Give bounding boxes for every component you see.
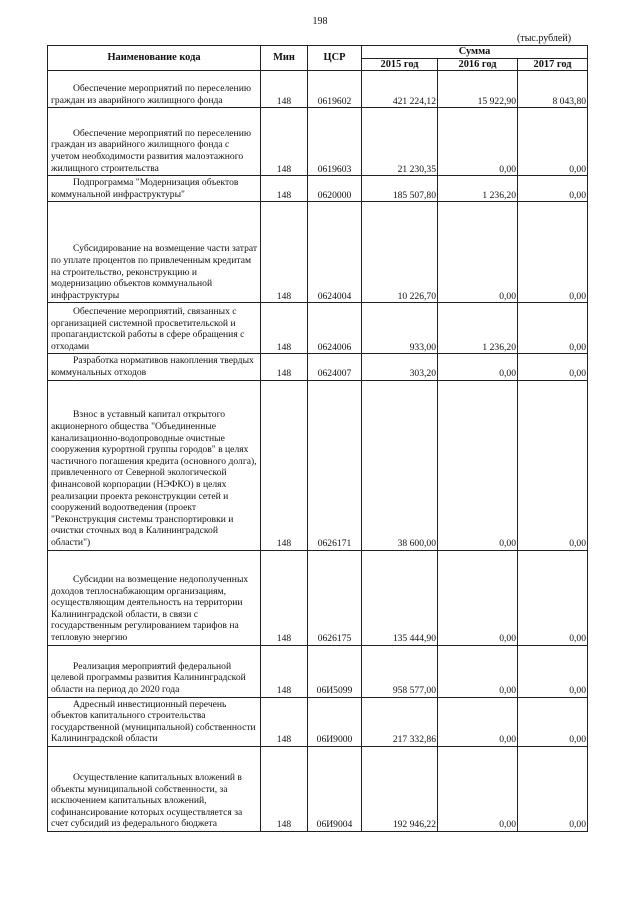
- header-csr: ЦСР: [308, 46, 362, 71]
- row-sum-2015: 192 946,22: [362, 746, 438, 831]
- row-name: Подпрограмма "Модернизация объектов коммунальной инфраструктуры": [48, 176, 261, 202]
- row-csr: 0624007: [308, 354, 362, 380]
- row-sum-2017: 0,00: [518, 697, 588, 746]
- table-row: [48, 71, 588, 108]
- table-row: [48, 354, 588, 380]
- row-sum-2016: 0,00: [438, 354, 518, 380]
- row-min: 148: [261, 697, 308, 746]
- row-sum-2015: 217 332,86: [362, 697, 438, 746]
- table-row: [48, 202, 588, 303]
- row-csr: 06И5099: [308, 645, 362, 697]
- table-row: [48, 176, 588, 202]
- row-name: Субсидирование на возмещение части затрат по уплате процентов по привлеченным кредитам на строительство, реконструкцию и модернизацию объектов коммунальной инфраструктуры: [48, 202, 261, 303]
- row-name: Взнос в уставный капитал открытого акционерного общества "Объединенные канализационно-водопроводные очистные сооружения курортной группы городов" в целях частичного погашения кредита (основного долга), привлеченного от Северной экологической финансовой корпорации (НЭФКО) в целях реализации проекта реконструкции сетей и сооружений водоотведения (проект "Реконструкция системы транспортировки и очистки сточных вод в Калининградской области"): [48, 380, 261, 550]
- row-sum-2016: 1 236,20: [438, 303, 518, 354]
- row-min: 148: [261, 71, 308, 108]
- header-name: Наименование кода: [48, 46, 261, 71]
- row-csr: 0626171: [308, 380, 362, 550]
- row-sum-2016: 0,00: [438, 202, 518, 303]
- header-sum: Сумма: [362, 46, 588, 59]
- row-sum-2016: 15 922,90: [438, 71, 518, 108]
- row-name: Субсидии на возмещение недополученных доходов теплоснабжающим организациям, осуществляющим деятельность на территории Калининградской области, в связи с государственным регулированием тарифов на тепловую энергию: [48, 550, 261, 645]
- table-row: [48, 380, 588, 550]
- row-min: 148: [261, 380, 308, 550]
- table-body: [48, 71, 588, 832]
- row-sum-2016: 0,00: [438, 380, 518, 550]
- row-csr: 0619602: [308, 71, 362, 108]
- row-sum-2017: 8 043,80: [518, 71, 588, 108]
- row-csr: 0620000: [308, 176, 362, 202]
- unit-label: (тыс.рублей): [517, 33, 572, 44]
- row-sum-2015: 21 230,35: [362, 108, 438, 176]
- row-sum-2015: 10 226,70: [362, 202, 438, 303]
- row-name: Обеспечение мероприятий по переселению граждан из аварийного жилищного фонда: [48, 71, 261, 108]
- row-csr: 0619603: [308, 108, 362, 176]
- row-min: 148: [261, 176, 308, 202]
- table-row: [48, 746, 588, 831]
- row-name: Разработка нормативов накопления твердых коммунальных отходов: [48, 354, 261, 380]
- row-sum-2017: 0,00: [518, 550, 588, 645]
- row-sum-2016: 0,00: [438, 697, 518, 746]
- row-csr: 0624006: [308, 303, 362, 354]
- table-row: [48, 108, 588, 176]
- row-min: 148: [261, 303, 308, 354]
- row-sum-2015: 185 507,80: [362, 176, 438, 202]
- row-min: 148: [261, 108, 308, 176]
- row-csr: 06И9000: [308, 697, 362, 746]
- header-2015: 2015 год: [362, 58, 438, 71]
- row-name: Осуществление капитальных вложений в объекты муниципальной собственности, за исключением капитальных вложений, софинансирование которых осуществляется за счет субсидий из федерального бюджета: [48, 746, 261, 831]
- row-csr: 06И9004: [308, 746, 362, 831]
- row-sum-2017: 0,00: [518, 108, 588, 176]
- row-name: Реализация мероприятий федеральной целевой программы развития Калининградской области на период до 2020 года: [48, 645, 261, 697]
- row-sum-2017: 0,00: [518, 176, 588, 202]
- header-2016: 2016 год: [438, 58, 518, 71]
- header-min: Мин: [261, 46, 308, 71]
- table-row: [48, 697, 588, 746]
- row-csr: 0626175: [308, 550, 362, 645]
- row-min: 148: [261, 202, 308, 303]
- row-sum-2016: 1 236,20: [438, 176, 518, 202]
- row-sum-2017: 0,00: [518, 645, 588, 697]
- row-csr: 0624004: [308, 202, 362, 303]
- row-sum-2017: 0,00: [518, 746, 588, 831]
- row-sum-2015: 303,20: [362, 354, 438, 380]
- row-min: 148: [261, 645, 308, 697]
- row-min: 148: [261, 746, 308, 831]
- row-sum-2015: 135 444,90: [362, 550, 438, 645]
- row-sum-2016: 0,00: [438, 108, 518, 176]
- table-row: [48, 645, 588, 697]
- row-name: Обеспечение мероприятий по переселению граждан из аварийного жилищного фонда с учетом необходимости развития малоэтажного жилищного строительства: [48, 108, 261, 176]
- row-sum-2017: 0,00: [518, 202, 588, 303]
- table-row: [48, 550, 588, 645]
- row-min: 148: [261, 550, 308, 645]
- row-name: Обеспечение мероприятий, связанных с организацией системной просветительской и пропагандистской работы в сфере обращения с отходами: [48, 303, 261, 354]
- row-sum-2016: 0,00: [438, 746, 518, 831]
- budget-table: [47, 45, 588, 832]
- row-sum-2015: 421 224,12: [362, 71, 438, 108]
- row-min: 148: [261, 354, 308, 380]
- row-sum-2016: 0,00: [438, 645, 518, 697]
- page-number: 198: [312, 16, 328, 27]
- row-sum-2016: 0,00: [438, 550, 518, 645]
- row-sum-2015: 38 600,00: [362, 380, 438, 550]
- row-name: Адресный инвестиционный перечень объектов капитального строительства государственной (муниципальной) собственности Калининградской области: [48, 697, 261, 746]
- row-sum-2017: 0,00: [518, 354, 588, 380]
- row-sum-2017: 0,00: [518, 380, 588, 550]
- row-sum-2015: 958 577,00: [362, 645, 438, 697]
- table-row: [48, 303, 588, 354]
- row-sum-2017: 0,00: [518, 303, 588, 354]
- header-2017: 2017 год: [518, 58, 588, 71]
- row-sum-2015: 933,00: [362, 303, 438, 354]
